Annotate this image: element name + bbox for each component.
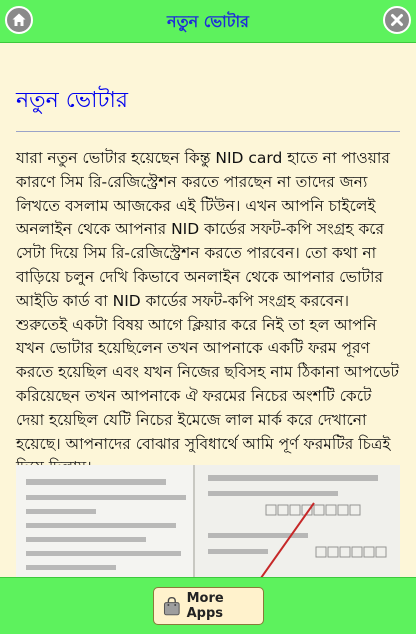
form-photo [16,465,400,578]
shopping-bag-icon [163,596,181,616]
bottom-bar [0,577,416,634]
close-icon [390,13,404,27]
close-button[interactable] [383,6,411,34]
form-image [16,465,400,578]
article-body: যারা নতুন ভোটার হয়েছেন কিন্তু NID card হাতে না পাওয়ার কারণে সিম রি-রেজিস্ট্রেশন করতে পারছেন না তাদের জন্য লিখতে বসলাম আজকের এই টিউন। এখন আপনি চাইলেই অনলাইন থেকে আপনার NID কার্ডের সফট-কপি সংগ্রহ করে সেটা দিয়ে সিম রি-রেজিস্ট্রেশন করতে পারবেন। তো কথা না বাড়িয়ে চলুন দেখি কিভাবে অনলাইন থেকে আপনার ভোটার আইডি কার্ড বা NID কার্ডের সফট-কপি সংগ্রহ করবেন। শুরুতেই একটা বিষয় আগে ক্লিয়ার করে নিই তা হল আপনি যখন ভোটার হয়েছিলেন তখন আপনাকে একটি ফরম পূরণ করতে হয়েছিল এবং যখন নিজের ছবিসহ নাম ঠিকানা আপডেট করিয়েছেন তখন আপনাকে ঐ ফরমের নিচের অংশটি কেটে দেয়া হয়েছিল যেটি নিচের ইমেজে লাল মার্ক করে দেখানো হয়েছে। আপনাদের বোঝার সুবিধার্থে আমি পূর্ণ ফরমটির চিত্রই [16,149,399,453]
app-title: নতুন ভোটার [167,12,249,31]
article-heading: নতুন ভোটার [16,88,128,113]
article-content [0,43,416,578]
more-apps-button[interactable] [153,587,264,625]
more-apps-label: More Apps [186,591,224,621]
top-bar [0,0,416,43]
heading-divider [16,131,400,132]
